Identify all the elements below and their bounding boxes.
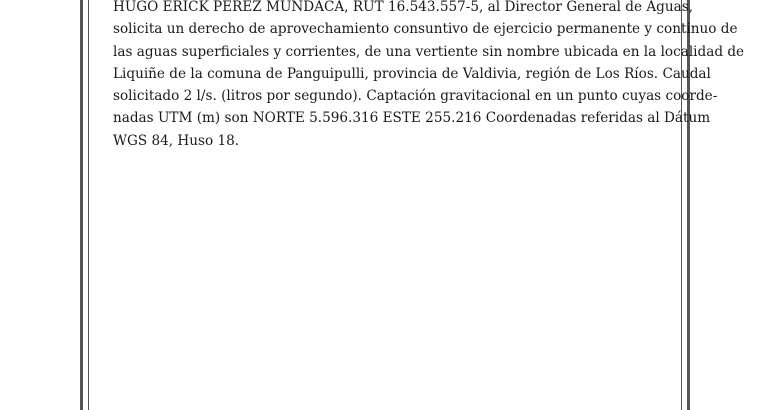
notice-line: las aguas superficiales y corrientes, de una vertiente sin nombre ubicada en la localidad de <box>113 43 745 60</box>
notice-line: solicitado 2 l/s. (litros por segundo). Captación gravitacional en un punto cuyas coorde- <box>113 88 718 105</box>
notice-line: Liquiñe de la comuna de Panguipulli, provincia de Valdivia, región de Los Ríos. Caudal <box>113 65 711 82</box>
notice-line: nadas UTM (m) son NORTE 5.596.316 ESTE 255.216 Coordenadas referidas al Dátum <box>113 110 711 127</box>
notice-line: WGS 84, Huso 18. <box>113 132 240 149</box>
water-rights-notice <box>113 0 745 152</box>
notice-line: HUGO ERICK PEREZ MUNDACA, RUT 16.543.557-5, al Director General de Aguas, <box>113 0 694 15</box>
notice-line: solicita un derecho de aprovechamiento consuntivo de ejercicio permanente y continuo de <box>113 21 738 38</box>
